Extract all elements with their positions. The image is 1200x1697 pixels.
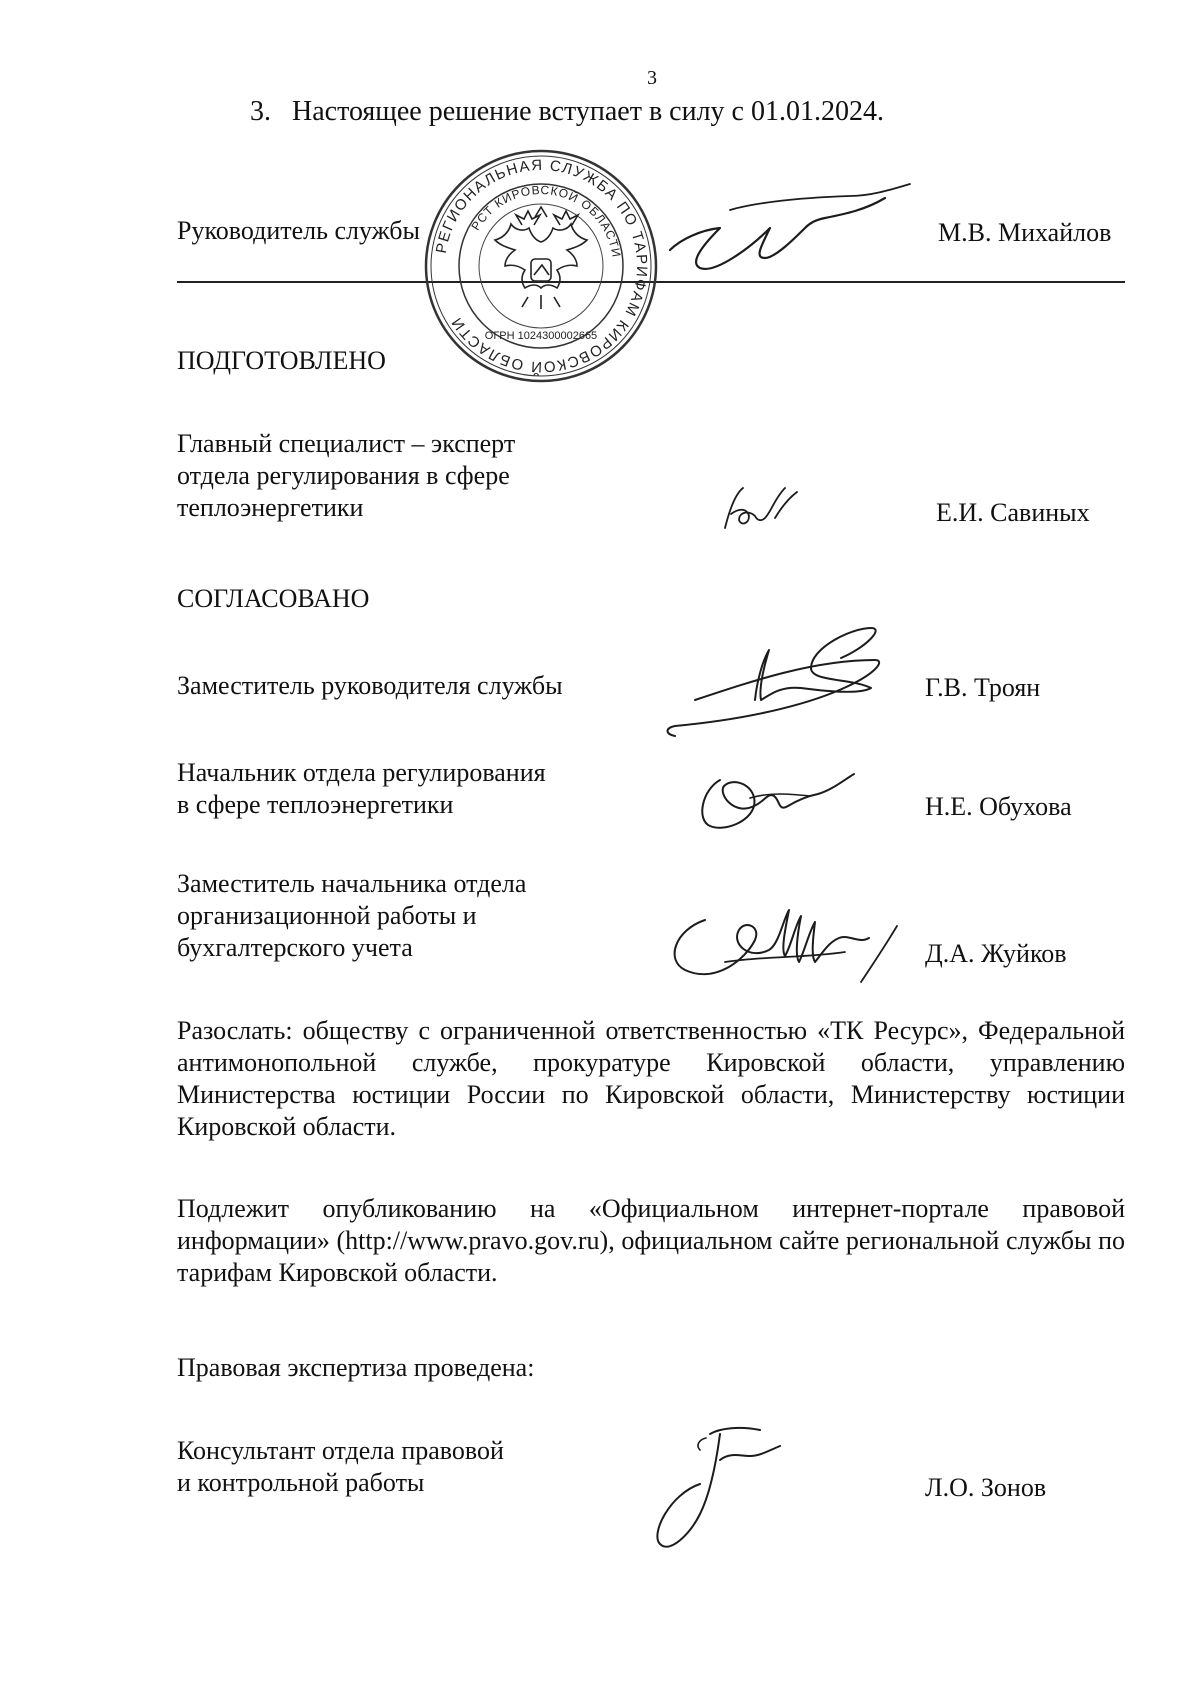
legal-review-position: [177, 1435, 504, 1499]
head-title: Руководитель службы: [177, 216, 420, 245]
legal-review-heading: Правовая экспертиза проведена:: [177, 1353, 535, 1382]
signatory-troyan-position: [177, 670, 563, 702]
signatory-position-line: Заместитель начальника отдела: [177, 869, 527, 898]
signatory-troyan-name: Г.В. Троян: [925, 673, 1041, 702]
signatory-obukhova-name: Н.Е. Обухова: [925, 792, 1072, 821]
publication-paragraph: Подлежит опубликованию на «Официальном интернет-портале правовой информации» (http://www.pravo.gov.ru), официальном сайте региональной службы по тарифам Кировской области.: [177, 1194, 1125, 1287]
prepared-position: [177, 428, 515, 524]
signatory-zhuykov-name: Д.А. Жуйков: [925, 939, 1067, 968]
signatory-position-line: Начальник отдела регулирования: [177, 758, 546, 787]
distribution-paragraph: Разослать: обществу с ограниченной ответственностью «ТК Ресурс», Федеральной антимонопольной службе, прокуратуре Кировской области, управлению Министерства юстиции России по Кировской области, Министерству юстиции Кировской области.: [177, 1016, 1125, 1141]
seal-inner-text: РСТ КИРОВСКОЙ ОБЛАСТИ: [468, 182, 624, 259]
prepared-position-line: теплоэнергетики: [177, 493, 364, 522]
legal-review-name: Л.О. Зонов: [925, 1473, 1047, 1502]
seal-ogrn: ОГРН 1024300002665: [484, 330, 598, 342]
prepared-name: Е.И. Савиных: [936, 498, 1090, 527]
signatory-zhuykov-position: [177, 868, 526, 964]
head-name: М.В. Михайлов: [938, 218, 1112, 247]
prepared-heading: ПОДГОТОВЛЕНО: [177, 346, 386, 375]
coat-of-arms-icon: [495, 207, 587, 309]
clause-number: 3.: [250, 96, 271, 127]
signature-obukhova: [690, 760, 870, 840]
agreed-heading: СОГЛАСОВАНО: [177, 584, 370, 613]
signature-troyan: [655, 610, 925, 750]
seal-outer-text: РЕГИОНАЛЬНАЯ СЛУЖБА ПО ТАРИФАМ КИРОВСКОЙ ОБЛАСТИ: [432, 156, 651, 376]
signature-savinykh: [705, 470, 825, 540]
signatory-obukhova-position: [177, 757, 546, 821]
page-number: 3: [647, 67, 657, 89]
legal-review-position-line: и контрольной работы: [177, 1468, 425, 1497]
prepared-position-line: Главный специалист – эксперт: [177, 429, 516, 458]
signatory-position-line: в сфере теплоэнергетики: [177, 790, 454, 819]
signatory-position-line: бухгалтерского учета: [177, 933, 413, 962]
signature-zonov: [640, 1420, 810, 1560]
signatory-position-line: Заместитель руководителя службы: [177, 671, 563, 700]
legal-review-position-line: Консультант отдела правовой: [177, 1436, 504, 1465]
prepared-position-line: отдела регулирования в сфере: [177, 461, 510, 490]
signature-zhuykov: [665, 900, 915, 995]
signature-head: [650, 180, 930, 290]
signatory-position-line: организационной работы и: [177, 901, 477, 930]
clause-text: Настоящее решение вступает в силу с 01.01.2024.: [292, 96, 884, 127]
official-seal-stamp: [422, 147, 660, 385]
